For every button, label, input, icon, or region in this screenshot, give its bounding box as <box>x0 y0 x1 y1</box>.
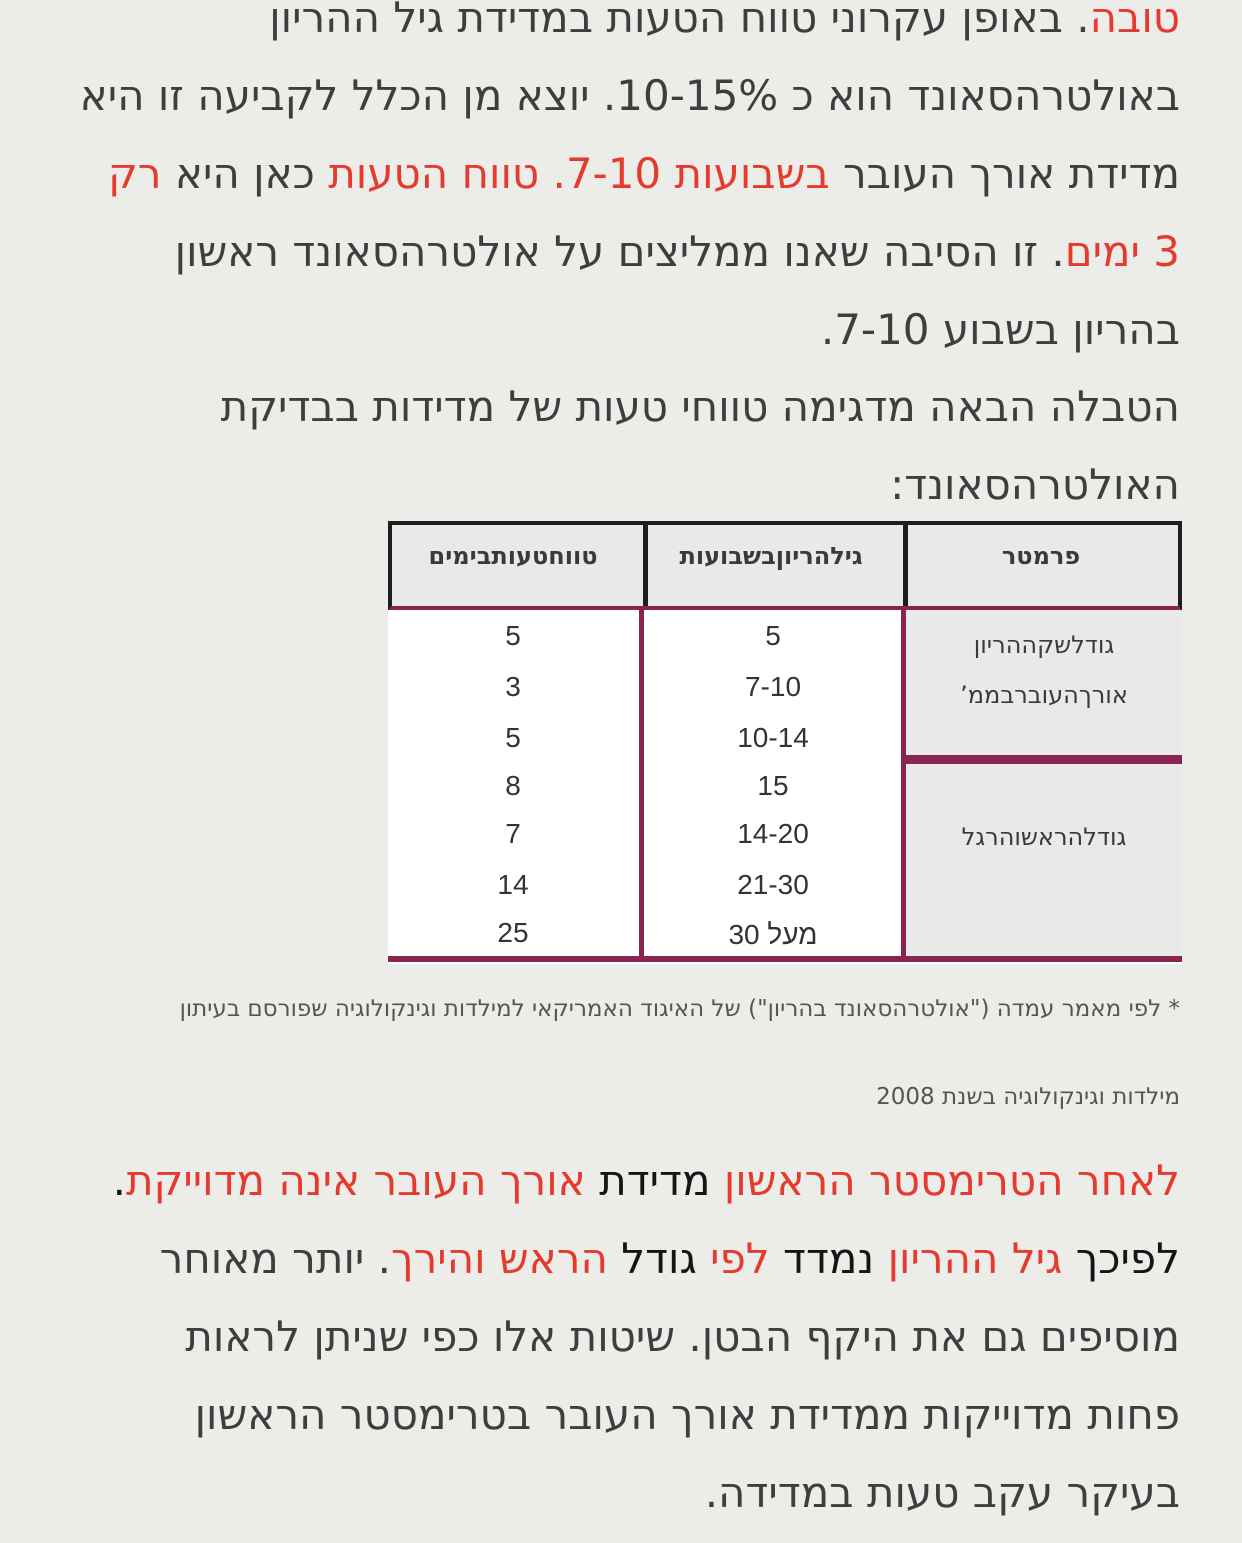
text-line: הטבלה הבאה מדגימה טווחי טעות של מדידות בבדיקת <box>220 382 1180 431</box>
highlight-text: לאחר הטרימסטר הראשון <box>723 1156 1180 1205</box>
paragraph-later-measurement <box>70 1142 1180 1532</box>
text-line: בעיקר עקב טעות במדידה. <box>704 1468 1180 1517</box>
body-text: . יותר מאוחר <box>159 1234 392 1283</box>
footnote-source: * לפי מאמר עמדה ("אולטרהסאונד בהריון") של האיגוד האמריקאי למילדות וגינקולוגיה שפורסם בעיתון <box>179 996 1180 1022</box>
body-text: נמדד <box>769 1234 888 1283</box>
text-line <box>70 1220 1180 1298</box>
body-text: לפיכך <box>1062 1234 1180 1283</box>
text-line: בהריון בשבוע 7-10. <box>820 305 1180 354</box>
text-line: באולטרהסאונד הוא כ 10-15%. יוצא מן הכלל לקביעה זו היא <box>79 71 1180 120</box>
text-line: מוסיפים גם את היקף הבטן. שיטות אלו כפי שניתן לראות <box>185 1312 1180 1361</box>
parameter-label: אורךהעוברבממ’ <box>960 681 1128 709</box>
cell-error: 14 <box>497 869 529 900</box>
parameter-group-sac-crl <box>906 610 1182 755</box>
table-bottom-border <box>388 956 1182 962</box>
group-divider <box>906 755 1182 764</box>
highlight-text: גיל ההריון <box>887 1234 1063 1283</box>
table-body <box>388 610 1182 964</box>
body-text: כאן היא <box>161 149 329 198</box>
column-divider <box>901 610 906 956</box>
column-divider <box>903 525 908 606</box>
cell-age: 5 <box>765 620 781 651</box>
cell-age: 21-30 <box>737 869 809 900</box>
column-divider <box>643 525 648 606</box>
column-divider <box>639 610 644 956</box>
text-line <box>70 0 1180 57</box>
header-parameter: פרמטר <box>1001 542 1081 570</box>
parameter-label: גודלהראשוהרגל <box>961 823 1127 851</box>
paragraph-accuracy <box>70 0 1180 369</box>
highlight-text: אורך העובר אינה מדוייקת <box>125 1156 586 1205</box>
cell-error: 8 <box>505 770 521 801</box>
paragraph-table-intro <box>70 368 1180 524</box>
highlight-text: רק <box>108 149 162 198</box>
cell-age: 14-20 <box>737 818 809 849</box>
cell-age: 10-14 <box>737 722 809 753</box>
cell-age: מעל 30 <box>728 919 818 950</box>
highlight-text: 3 ימים <box>1064 227 1180 276</box>
highlight-text: לפי <box>710 1234 770 1283</box>
highlight-text: טובה <box>1089 0 1180 42</box>
cell-error: 25 <box>497 917 529 948</box>
table-header <box>388 521 1182 610</box>
cell-age: 7-10 <box>744 671 802 702</box>
body-text: מדידת אורך העובר <box>829 149 1180 198</box>
error-range-table <box>388 521 1182 964</box>
highlight-text: בשבועות 7-10. טווח הטעות <box>328 149 830 198</box>
cell-error: 3 <box>505 671 521 702</box>
body-text: . זו הסיבה שאנו ממליצים על אולטרהסאונד ראשון <box>174 227 1065 276</box>
body-text: . <box>112 1156 126 1205</box>
cell-age: 15 <box>757 770 789 801</box>
header-error-range: טווחטעותבימים <box>428 542 598 570</box>
cell-error: 5 <box>505 620 521 651</box>
body-text: גודל <box>607 1234 711 1283</box>
highlight-text: הראש והירך <box>391 1234 608 1283</box>
text-line: האולטרהסאונד: <box>890 460 1180 509</box>
header-gestational-age: גילהריוןבשבועות <box>679 542 863 570</box>
text-line <box>70 213 1180 291</box>
text-line: פחות מדוייקות ממדידת אורך העובר בטרימסטר הראשון <box>194 1390 1180 1439</box>
text-line <box>70 1142 1180 1220</box>
footnote-source-cont: מילדות וגינקולוגיה בשנת 2008 <box>876 1084 1180 1110</box>
body-text: מדידת <box>585 1156 724 1205</box>
body-text: . באופן עקרוני טווח הטעות במדידת גיל ההריון <box>269 0 1090 42</box>
parameter-label: גודלשקההריון <box>973 631 1115 659</box>
cell-error: 5 <box>505 722 521 753</box>
text-line <box>70 135 1180 213</box>
cell-error: 7 <box>505 818 521 849</box>
parameter-group-head-leg <box>906 764 1182 956</box>
